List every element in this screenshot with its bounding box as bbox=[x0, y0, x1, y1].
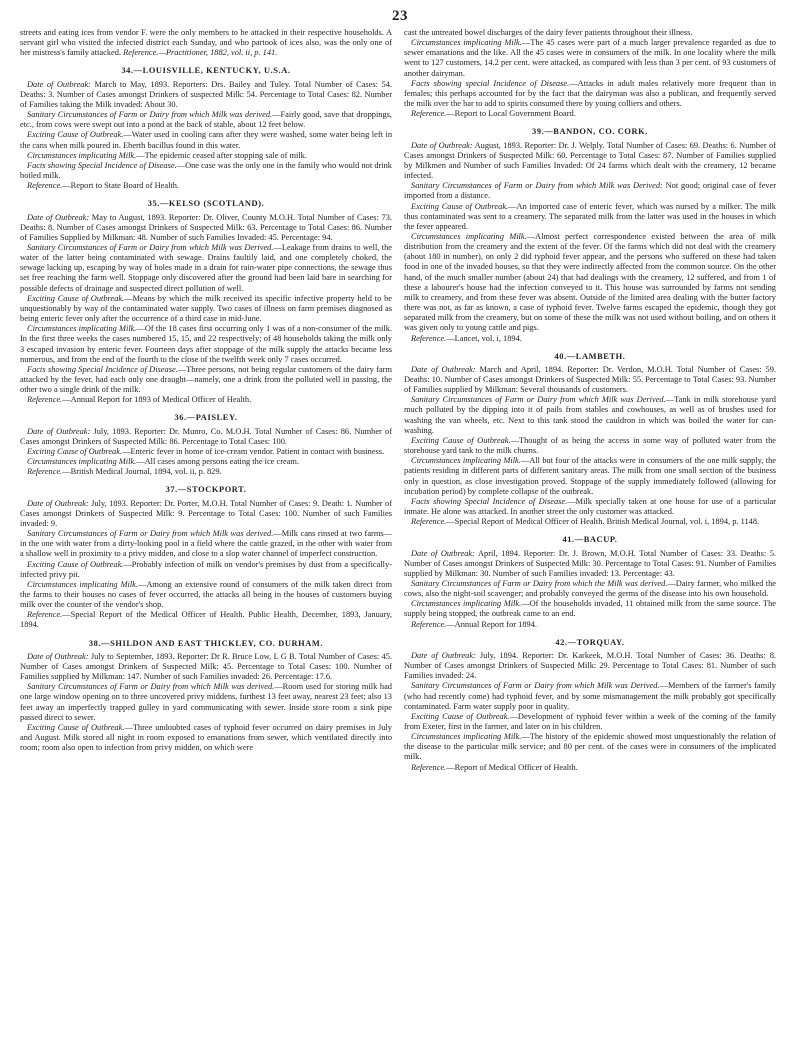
paragraph-label: Facts showing Special Incidence of Disease. bbox=[27, 364, 178, 374]
entry-paragraph bbox=[404, 517, 776, 527]
paragraph-label: Reference. bbox=[411, 762, 447, 772]
paragraph-text: July to September, 1893. Reporter: Dr R. Bruce Low, L G B. Total Number of Cases: 45. Number of Cases amongst Drinkers of Suspected Milk: 45. Percentage to Total Cases: 100. Number of Families supplied by Milkman: 147. Number of such Families invaded: 26. Percentage: 17.6. bbox=[20, 651, 392, 682]
section-heading: 42.—TORQUAY. bbox=[555, 637, 625, 647]
paragraph-label: Reference. bbox=[27, 395, 63, 405]
section-heading: 38.—SHILDON AND EAST THICKLEY, CO. DURHAM. bbox=[88, 638, 324, 648]
entry-paragraph bbox=[20, 161, 392, 181]
paragraph-label: Circumstances implicating Milk. bbox=[411, 599, 522, 609]
paragraph-label: Circumstances implicating Milk. bbox=[27, 324, 137, 334]
paragraph-text: —Three persons, not being regular customers of the dairy farm attacked by the fever, had each only one draught—namely, one a drink from the polluted well in passing, the other two a single drink of the milk. bbox=[20, 364, 392, 395]
paragraph-text: April, 1894. Reporter: Dr. J. Brown, M.O.H. Total Number of Cases: 33. Deaths: 5. Number of Cases amongst Drinkers of Suspected Milk: 30. Percentage to Total Cases: 91. Number of Families supplied by Milkman: 30. Number of such Families invaded: 13. Percentage: 43. bbox=[404, 548, 777, 578]
paragraph-text: —Three undoubted cases of typhoid fever occurred on dairy premises in July and August. Milk stored all night in room exposed to emanations from sewer, which ventilated directly into room; room also open to infection from privy midden, on which were bbox=[20, 722, 392, 753]
entry-paragraph bbox=[20, 652, 392, 682]
paragraph-text: —Tank in milk storehouse yard much polluted by the dipping into it of pails from stables and cowhouses, as well as of brushes used for washing the van wheels, etc. Next to this tank stood the cauldron in which was boiled the water for can-washing. bbox=[404, 395, 776, 435]
entry-paragraph bbox=[404, 599, 776, 619]
paragraph-text: —Water used in cooling cans after they were washed, some water being left in the cans when milk poured in. Eberth bacillus found in this water. bbox=[20, 130, 393, 150]
paragraph-text: —Report to Local Government Board. bbox=[446, 109, 576, 119]
paragraph-text: —British Medical Journal, 1894, vol. ii, p. 829. bbox=[62, 467, 222, 477]
entry-paragraph bbox=[404, 141, 776, 182]
paragraph-text: —All cases among persons eating the ice cream. bbox=[136, 457, 300, 467]
entry-paragraph bbox=[404, 436, 776, 456]
paragraph-label: Sanitary Circumstances of Farm or Dairy from which Milk was Derived: bbox=[411, 181, 663, 191]
paragraph-text: —The 45 cases were part of a much larger prevalence regarded as due to sewer emanations and the like. All the 45 cases were in consumers of the milk. In one locality where the milk went to 127 customers, 14.2 per cent. were attacked, as compared with less than 3 per cent. of 93 customers of another dairyman. bbox=[404, 38, 776, 78]
paragraph-label: Sanitary Circumstances of Farm or Dairy from which Milk was Derived. bbox=[411, 681, 660, 691]
entry-paragraph bbox=[404, 712, 776, 732]
paragraph-text: —Annual Report for 1893 of Medical Officer of Health. bbox=[62, 395, 252, 405]
entry-paragraph bbox=[404, 334, 776, 344]
paragraph-text: —Means by which the milk received its specific infective property held to be unquestionably by way of the contaminated water supply. Two cases of illness on farm premises diagnosed as being enteric fever only after the occurrence of a third case in mid-June. bbox=[20, 293, 392, 324]
entry-paragraph bbox=[20, 447, 392, 457]
entry-paragraph bbox=[20, 395, 392, 405]
paragraph-label: Sanitary Circumstances of Farm or Dairy from which Milk was derived. bbox=[27, 110, 273, 120]
paragraph-text: —An imported case of enteric fever, which was nursed by a milker. The milk thus contaminated was sent to a creamery. The separated milk from the latter was used in the houses in which the fever appeared. bbox=[404, 201, 776, 231]
section-heading: 35.—KELSO (SCOTLAND). bbox=[147, 199, 265, 209]
section-heading: 39.—BANDON, CO. CORK. bbox=[532, 127, 648, 137]
page-number: 23 bbox=[392, 8, 408, 24]
intro-text: cast the untreated bowel discharges of the dairy fever patients throughout their illness. bbox=[404, 28, 693, 37]
paragraph-label: Reference. bbox=[411, 109, 447, 119]
entry-paragraph bbox=[20, 723, 392, 753]
entry-paragraph bbox=[20, 457, 392, 467]
paragraph-label: Circumstances implicating Milk. bbox=[411, 732, 522, 742]
paragraph-label: Facts showing Special Incidence of Disease. bbox=[27, 160, 177, 170]
entry-paragraph bbox=[404, 395, 776, 436]
paragraph-text: —Probably infection of milk on vendor's premises by dust from a specifically-infected privy pit. bbox=[20, 559, 392, 579]
paragraph-text: —Members of the farmer's family (who had recently come) had typhoid fever, and by some mismanagement the milk probably got specifically contaminated. Farm water supply poor in quality. bbox=[404, 681, 776, 711]
entry-paragraph bbox=[20, 243, 392, 294]
entry-paragraph bbox=[404, 109, 776, 119]
entry-paragraph bbox=[20, 324, 392, 365]
entry-paragraph bbox=[404, 38, 776, 79]
paragraph-label: Facts showing special Incidence of Disease. bbox=[411, 78, 570, 88]
section-heading: 41.—BACUP. bbox=[562, 535, 618, 545]
paragraph-text: —Annual Report for 1894. bbox=[446, 619, 537, 629]
paragraph-text: —Of the 18 cases first occurring only 1 was of a non-consumer of the milk. In the first three weeks the cases numbered 15, 15, and 22 respectively; of 48 households taking the milk only 3 escaped invasion by enteric fever. Fourteen days after stoppage of the milk supply the attacks became less numerous, and from the end of the fourth to the close of the twelfth week only 7 cases occurred. bbox=[20, 324, 392, 364]
paragraph-label: Circumstances implicating Milk. bbox=[27, 457, 137, 467]
paragraph-text: —Attacks in adult males relatively more frequent than in females; this perhaps accounted for by the fact that the dairyman was also a publican, and frequently served the milk over the bar to add to spirits consumed there by young colliers and others. bbox=[404, 78, 777, 109]
paragraph-text: —The epidemic ceased after stopping sale of milk. bbox=[136, 150, 307, 160]
paragraph-label: Reference. bbox=[27, 610, 63, 620]
paragraph-label: Sanitary Circumstances of Farm or Dairy from which Milk was derived. bbox=[27, 529, 274, 539]
paragraph-label: Reference. bbox=[27, 181, 63, 191]
intro-paragraph bbox=[404, 28, 776, 38]
paragraph-label: Exciting Cause of Outbreak. bbox=[27, 446, 123, 456]
paragraph-text: —Development of typhoid fever within a week of the coming of the family from Exeter, first in the farmer, and later on in his children. bbox=[404, 711, 776, 731]
paragraph-label: Exciting Cause of Outbreak. bbox=[411, 435, 511, 445]
paragraph-label: Exciting Cause of Outbreak. bbox=[27, 293, 125, 303]
right-column bbox=[404, 28, 776, 773]
entry-paragraph bbox=[404, 579, 776, 599]
paragraph-label: Exciting Cause of Outbreak. bbox=[27, 722, 125, 732]
paragraph-text: —Milk cans rinsed at two farms—in the one with water from a dirty-looking pool in a field where the cattle grazed, in the other with water from a shallow well in proximity to a privy midden, and close to a slop water channel of imperfect construction. bbox=[20, 529, 392, 559]
paragraph-text: Not good; original case of fever imported from a distance. bbox=[404, 181, 776, 201]
entry-paragraph bbox=[404, 497, 776, 517]
paragraph-text: —Report to State Board of Health. bbox=[62, 181, 180, 191]
paragraph-label: Sanitary Circumstances of Farm or Dairy from which the Milk was derived. bbox=[411, 578, 668, 588]
paragraph-text: March to May, 1893. Reporters: Drs. Bailey and Tuley. Total Number of Cases: 54. Deaths: 3. Number of Cases amongst Drinkers of suspected Milk: 54. Percentage to Total Cases: 82. Number of Families taking the Milk invaded: About 30. bbox=[20, 79, 392, 109]
section-heading: 34.—LOUISVILLE, KENTUCKY, U.S.A. bbox=[121, 66, 291, 76]
paragraph-text: —Milk specially taken at one house for use of a particular inmate. He alone was attacked. In another street the only customer was attacked. bbox=[404, 496, 776, 517]
entry-paragraph bbox=[20, 610, 392, 630]
paragraph-text: —Thought of as being the access in some way of polluted water from the storehouse yard tank to the milk churns. bbox=[404, 435, 776, 456]
paragraph-label: Circumstances implicating Milk. bbox=[27, 150, 137, 160]
paragraph-label: Exciting Cause of Outbreak. bbox=[411, 201, 509, 211]
paragraph-text: —Special Report of Medical Officer of Health. British Medical Journal, vol. i, 1894, p. 1148. bbox=[446, 517, 760, 527]
paragraph-text: —Almost perfect correspondence existed between the area of milk distribution from the creamery and the extent of the fever. Of the farms which did not deal with the creamery (about 180 in number), on only 2 did typhoid fever appear, and the persons who suffered on these had taken food in one of the invaded houses, so that they were indirectly affected from the common source. On the other hand, of the much smaller number (about 24) that had dealings with the creamery, 12 suffered, and from 1 of these a labourer's house had the infection conveyed to it. This house was surrounded by farms not sending milk to creamery, and from these fever was absent. Outside of the limited area dealing with the butter factory there was not, as far as known, a case of typhoid fever. Twelve farms escaped the epidemic, though they got separated milk from the creamery, but on some of these the milk was not used without boiling, and on others it was given only to young cattle and pigs. bbox=[404, 231, 776, 333]
paragraph-text: —Leakage from drains to well, the water of the latter being contaminated with sewage. Drains faultily laid, and one completely choked, the sewage lacking up, escaping by way of holes made in a drain for rain-water pipe connections, the sewage thus set free reaching the farm well. Stoppage only discovered after the ground had been laid bare in searching for possible defects of drainage and suspected direct pollution of well. bbox=[20, 242, 392, 293]
paragraph-text: —The history of the epidemic showed most unquestionably the relation of the disease to the particular milk service; and 80 per cent. of the cases were in consumers of the implicated milk. bbox=[404, 732, 777, 762]
paragraph-text: —Dairy farmer, who milked the cows, also the night-soil scavenger; and probably conveyed the germs of the disease into his own household. bbox=[404, 578, 776, 599]
paragraph-label: Facts showing Special Incidence of Disease. bbox=[411, 496, 568, 506]
paragraph-label: Sanitary Circumstances of Farm or Dairy from which Milk was derived. bbox=[27, 682, 275, 692]
paragraph-text: March and April, 1894. Reporter: Dr. Verdon, M.O.H. Total Number of Cases: 59. Deaths: 10. Number of Cases amongst Drinkers of Suspected Milk: 55. Percentage to Total Cases: 93. Number of Families supplied by Milkman: Several thousands of customers. bbox=[404, 364, 776, 395]
entry-paragraph bbox=[404, 456, 776, 497]
entry-paragraph bbox=[20, 529, 392, 559]
entry-paragraph bbox=[404, 681, 776, 711]
paragraph-label: Circumstances implicating Milk. bbox=[27, 579, 138, 589]
paragraph-text: July, 1894. Reporter: Dr. Karkeek, M.O.H. Total Number of Cases: 36. Deaths: 8. Number of Cases amongst Drinkers of Suspected Milk: 29. Percentage to Total Cases: 81. Number of such Families invaded: 24. bbox=[404, 650, 777, 681]
entry-paragraph bbox=[20, 560, 392, 580]
entry-paragraph bbox=[404, 202, 776, 232]
paragraph-label: Circumstances implicating Milk. bbox=[411, 456, 521, 466]
section-heading: 37.—STOCKPORT. bbox=[165, 485, 247, 495]
entry-paragraph bbox=[20, 682, 392, 723]
section-heading: 36.—PAISLEY. bbox=[174, 413, 238, 423]
intro-reference: Practitioner, 1882, vol. ii, p. 141. bbox=[165, 48, 278, 58]
paragraph-text: July, 1893. Reporter: Dr. Munro, Co. M.O.H. Total Number of Cases: 86. Number of Cases amongst Drinkers of Suspected Milk: 86. Percentage to Total Cases: 100. bbox=[20, 426, 392, 446]
paragraph-label: Date of Outbreak: bbox=[27, 498, 89, 508]
entry-paragraph bbox=[404, 181, 776, 201]
entry-paragraph bbox=[20, 181, 392, 191]
paragraph-label: Reference. bbox=[411, 619, 447, 629]
paragraph-text: August, 1893. Reporter: Dr. J. Welply. Total Number of Cases: 69. Deaths: 6. Number of Cases amongst Drinkers of Suspected Milk: 60. Percentage to Total Cases: 87. Number of Families supplied by Milkmen and Number of such Families Invaded: Of 24 farms which dealt with the creamery, 12 became infected. bbox=[404, 140, 776, 181]
entry-paragraph bbox=[404, 365, 776, 395]
paragraph-label: Reference. bbox=[411, 517, 447, 527]
left-column bbox=[20, 28, 392, 753]
entry-paragraph bbox=[404, 763, 776, 773]
paragraph-label: Date of Outbreak: bbox=[411, 548, 475, 558]
paragraph-text: —Room used for storing milk had one large window opening on to three uncovered privy middens, furthest 13 feet away, nearest 23 feet; also 13 feet away an imperfectly trapped gulley in yard communicating with sewer. Inside store room a sink pipe passed direct to sewer. bbox=[20, 682, 392, 722]
paragraph-text: —One case was the only one in the family who would not drink boiled milk. bbox=[20, 160, 392, 181]
intro-paragraph bbox=[20, 28, 392, 58]
paragraph-label: Exciting Cause of Outbreak. bbox=[411, 711, 510, 721]
entry-paragraph bbox=[20, 427, 392, 447]
intro-reference-label: Reference.— bbox=[123, 48, 166, 58]
entry-paragraph bbox=[20, 365, 392, 395]
entry-paragraph bbox=[404, 232, 776, 334]
paragraph-label: Circumstances implicating Milk. bbox=[411, 231, 527, 241]
paragraph-label: Exciting Cause of Outbreak. bbox=[27, 130, 124, 140]
paragraph-text: —All but four of the attacks were in consumers of the one milk supply, the patients residing in different parts of different sanitary areas. The milk from one small section of the business only in question, as close investigation proved. Stoppage of the supply immediately followed (allowing for incubation period) by complete collapse of the outbreak. bbox=[404, 456, 776, 496]
entry-paragraph bbox=[404, 549, 776, 579]
paragraph-label: Date of Outbreak: bbox=[27, 212, 90, 222]
paragraph-label: Date of Outbreak: bbox=[411, 364, 476, 374]
entry-paragraph bbox=[404, 620, 776, 630]
paragraph-label: Date of Outbreak: bbox=[411, 650, 476, 660]
paragraph-label: Date of Outbreak: bbox=[27, 79, 91, 89]
paragraph-text: —Among an extensive round of consumers of the milk taken direct from the farms to their houses no cases of fever occurred, the attacks all being in the houses of customers buying milk over the counter of the vendor's shop. bbox=[20, 579, 393, 610]
entry-paragraph bbox=[404, 79, 776, 109]
paragraph-text: —Enteric fever in home of ice-cream vendor. Patient in contact with business. bbox=[122, 446, 385, 456]
paragraph-label: Sanitary Circumstances of Farm or Dairy from which Milk was Derived. bbox=[411, 395, 666, 405]
paragraph-label: Reference. bbox=[411, 333, 447, 343]
intro-text: streets and eating ices from vendor F. were the only members to be attacked in their respective households. A servant girl who visited the infected district each Sunday, and who partook of ices also, was the only one of her mistress's family attacked. bbox=[20, 28, 392, 58]
paragraph-text: May to August, 1893. Reporter: Dr. Oliver, County M.O.H. Total Number of Cases: 73. Deaths: 8. Number of Cases amongst Drinkers of Suspected Milk: 63. Percentage to Total Cases: 86. Number of Families Supplied by Milkman: 48. Number of such Families Invaded: 45. Percentage: 94. bbox=[20, 212, 392, 242]
entry-paragraph bbox=[20, 499, 392, 529]
entry-paragraph bbox=[20, 151, 392, 161]
paragraph-text: —Fairly good, save that droppings, etc., from cows were swept out into a pond at the back of stable, about 12 feet below. bbox=[20, 110, 393, 130]
entry-paragraph bbox=[404, 732, 776, 762]
entry-paragraph bbox=[20, 110, 392, 130]
paragraph-label: Exciting Cause of Outbreak. bbox=[27, 559, 124, 569]
entry-paragraph bbox=[20, 467, 392, 477]
entry-paragraph bbox=[20, 80, 392, 110]
paragraph-label: Date of Outbreak: bbox=[27, 651, 89, 661]
paragraph-text: —Lancet, vol. i, 1894. bbox=[446, 333, 522, 343]
paragraph-label: Date of Outbreak: bbox=[411, 140, 473, 150]
section-heading: 40.—LAMBETH. bbox=[554, 351, 626, 361]
entry-paragraph bbox=[20, 130, 392, 150]
paragraph-label: Sanitary Circumstances of Farm or Dairy from which Milk was Derived. bbox=[27, 242, 274, 252]
paragraph-label: Reference. bbox=[27, 467, 63, 477]
paragraph-text: —Report of Medical Officer of Health. bbox=[446, 762, 578, 772]
entry-paragraph bbox=[20, 580, 392, 610]
entry-paragraph bbox=[20, 213, 392, 243]
paragraph-text: —Special Report of the Medical Officer of Health. Public Health, December, 1893, January, 1894. bbox=[20, 610, 392, 630]
paragraph-text: —Of the households invaded, 11 obtained milk from the same source. The supply being stopped, the outbreak came to an end. bbox=[404, 599, 776, 619]
paragraph-label: Circumstances implicating Milk. bbox=[411, 38, 522, 48]
entry-paragraph bbox=[20, 294, 392, 324]
paragraph-label: Date of Outbreak: bbox=[27, 426, 91, 436]
entry-paragraph bbox=[404, 651, 776, 681]
paragraph-text: July, 1893. Reporter: Dr. Porter, M.O.H. Total Number of Cases: 9. Death: 1. Number of Cases amongst Drinkers of Suspected Milk: 9. Percentage to Total Cases: 100. Number of such Families invaded: 9. bbox=[20, 498, 392, 528]
